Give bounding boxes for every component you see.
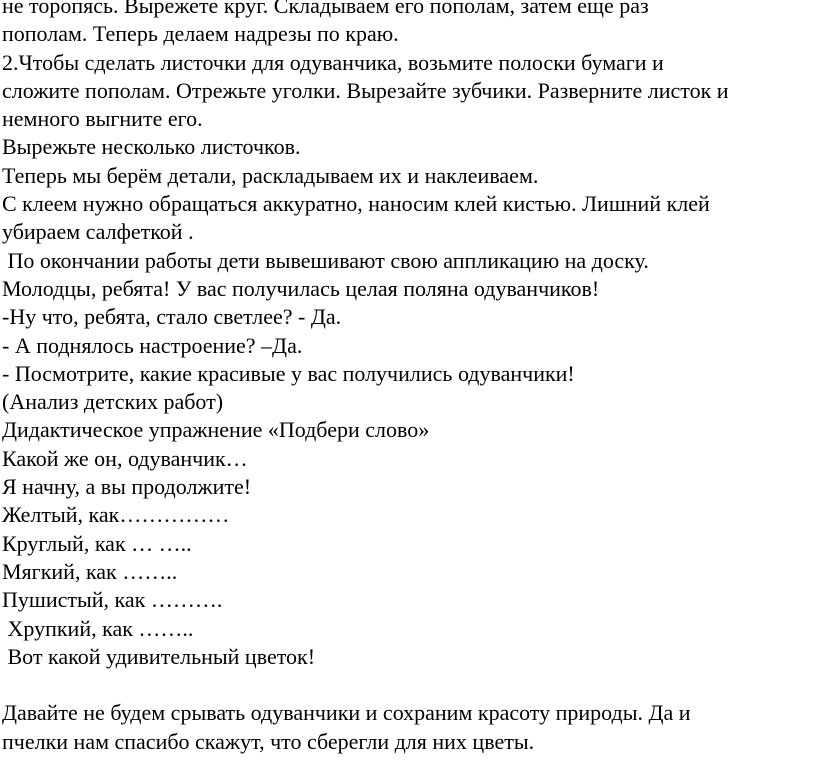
text-line: пополам. Теперь делаем надрезы по краю. bbox=[2, 21, 399, 47]
text-line: не торопясь. Вырежете круг. Складываем его пополам, затем еще раз bbox=[2, 0, 649, 18]
text-line: Пушистый, как ………. bbox=[2, 587, 223, 613]
text-line: -Ну что, ребята, стало светлее? - Да. bbox=[2, 304, 342, 330]
text-line: Хрупкий, как …….. bbox=[2, 615, 194, 641]
text-line: (Анализ детских работ) bbox=[2, 389, 224, 415]
text-line: пчелки нам спасибо скажут, что сберегли для них цветы. bbox=[2, 728, 535, 754]
text-line: - А поднялось настроение? –Да. bbox=[2, 332, 303, 358]
text-line: Молодцы, ребята! У вас получилась целая поляна одуванчиков! bbox=[2, 275, 600, 301]
text-line: Мягкий, как …….. bbox=[2, 558, 178, 584]
text-line: Какой же он, одуванчик… bbox=[2, 445, 248, 471]
text-line: сложите пополам. Отрежьте уголки. Вырезайте зубчики. Разверните листок и bbox=[2, 77, 729, 103]
text-line: Вырежьте несколько листочков. bbox=[2, 134, 301, 160]
text-line: Желтый, как…………… bbox=[2, 502, 230, 528]
text-line: 2.Чтобы сделать листочки для одуванчика, возьмите полоски бумаги и bbox=[2, 49, 664, 75]
text-line: Теперь мы берём детали, раскладываем их и наклеиваем. bbox=[2, 162, 539, 188]
text-line: Давайте не будем срывать одуванчики и сохраним красоту природы. Да и bbox=[2, 700, 691, 726]
text-line: - Посмотрите, какие красивые у вас получились одуванчики! bbox=[2, 360, 575, 386]
text-line: С клеем нужно обращаться аккуратно, наносим клей кистью. Лишний клей bbox=[2, 191, 710, 217]
text-line: Вот какой удивительный цветок! bbox=[2, 643, 316, 669]
text-line: По окончании работы дети вывешивают свою аппликацию на доску. bbox=[2, 247, 649, 273]
text-line: немного выгните его. bbox=[2, 106, 203, 132]
text-line: Я начну, а вы продолжите! bbox=[2, 474, 252, 500]
text-line: убираем салфеткой . bbox=[2, 219, 194, 245]
blank-line bbox=[0, 671, 816, 699]
text-line: Круглый, как … ….. bbox=[2, 530, 192, 556]
text-line: Дидактическое упражнение «Подбери слово» bbox=[2, 417, 430, 443]
